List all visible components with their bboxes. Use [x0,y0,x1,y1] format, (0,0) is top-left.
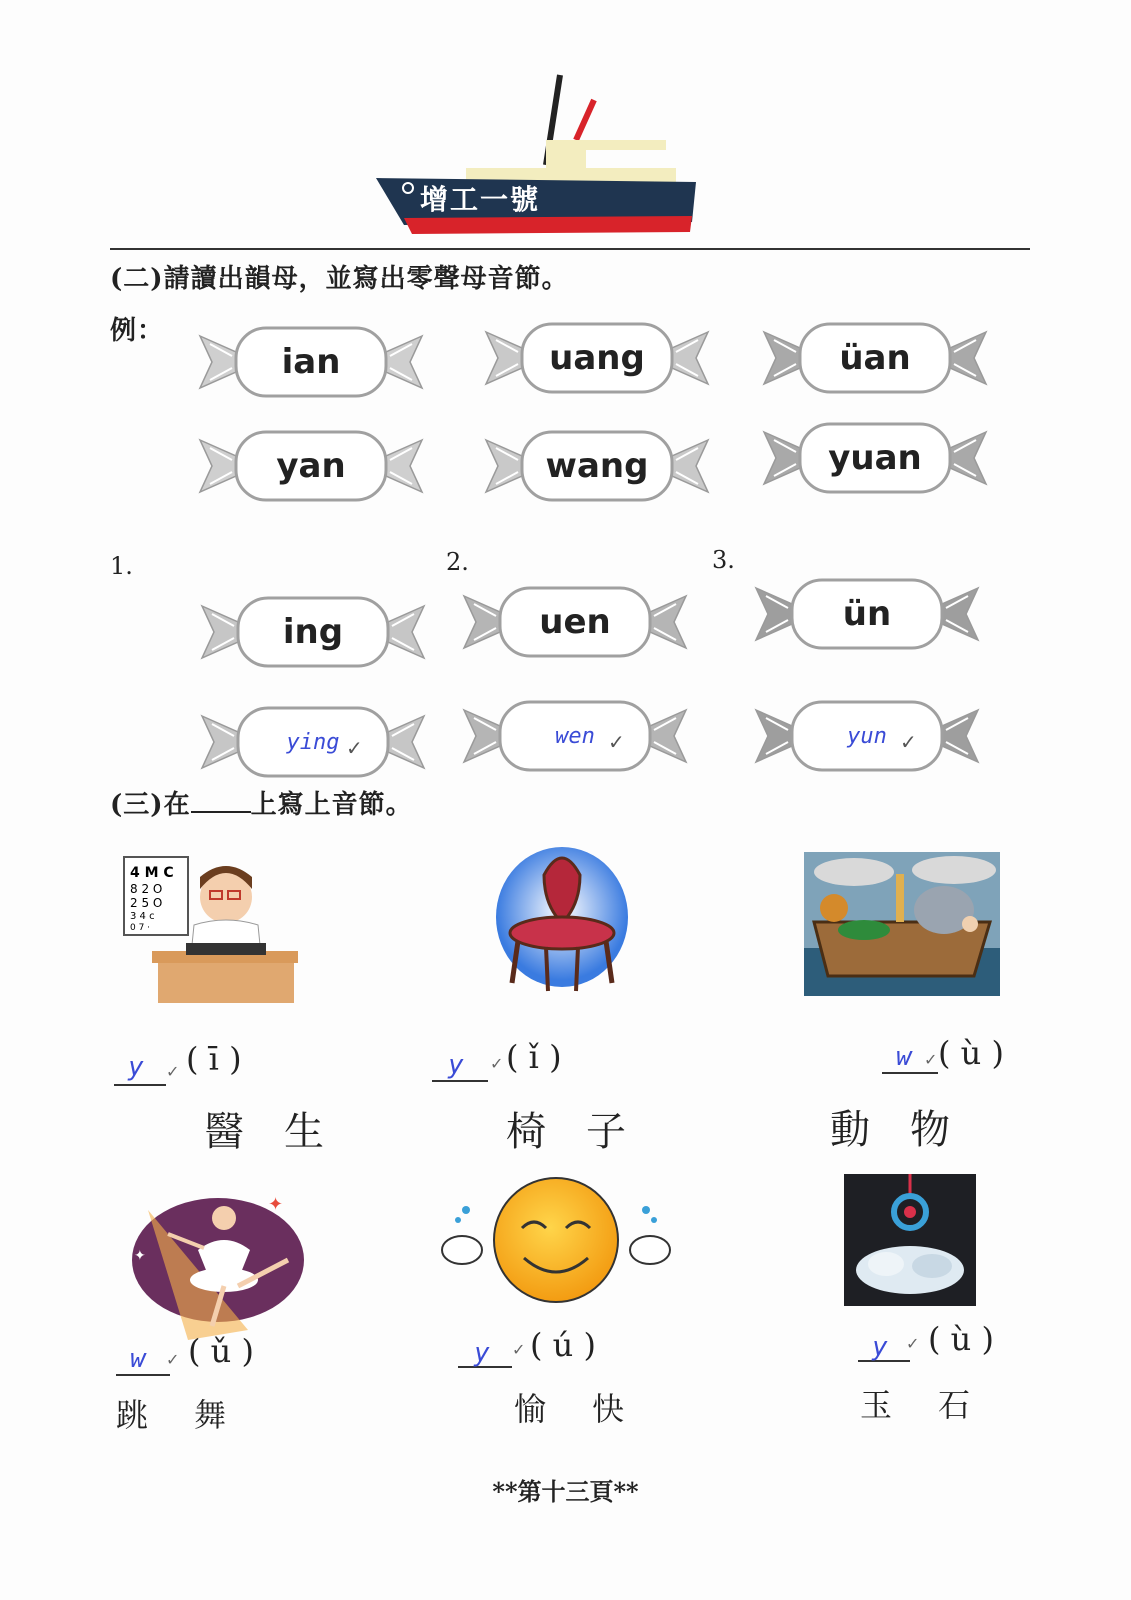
tone-5: ( ú ) [530,1326,596,1364]
question-final-candy [752,574,982,654]
question-final-candy [460,582,690,662]
example-syllable-3: yuan [828,438,922,478]
example-syllable-2: wang [545,446,649,486]
word-3: 動物 [830,1107,990,1153]
example-final-candy [482,318,712,398]
picture-jade [844,1174,976,1306]
answer-2-mark: ✓ [490,1054,504,1073]
chair-icon [494,845,630,995]
tone-2: ( ǐ ) [506,1038,562,1076]
question-answer-candy[interactable] [752,696,982,776]
question-final-2: uen [539,602,611,642]
example-syllable-candy [196,426,426,506]
example-final-3: üan [839,338,911,378]
answer-1: y [128,1052,144,1082]
banner-title: 增工一號 [420,183,541,216]
word-5: 愉快 [514,1390,671,1428]
tone-4: ( ǔ ) [188,1332,254,1370]
question-final-candy [198,592,428,672]
question-number-3: 3. [712,546,735,574]
tone-6: ( ù ) [928,1320,994,1358]
answer-3: w [896,1042,912,1072]
tone-3: ( ù ) [938,1034,1004,1072]
heading-blank [191,811,251,813]
answer-2: y [448,1050,464,1080]
answer-3-mark: ✓ [924,1050,938,1069]
check-mark-icon: ✓ [608,730,625,754]
word-1: 醫生 [204,1109,364,1155]
answer-6: y [872,1332,888,1362]
question-answer-2: wen [555,723,595,749]
picture-chair [494,845,630,995]
check-mark-icon: ✓ [346,736,363,760]
answer-5-mark: ✓ [512,1340,526,1359]
example-syllable-1: yan [276,446,346,486]
example-final-candy [760,318,990,398]
doctor-icon [122,855,300,1005]
section3-heading-pre: (三)在 [110,790,191,820]
header-rule [110,248,1030,250]
question-final-3: ün [842,594,892,634]
ark-icon [804,852,1000,996]
question-number-1: 1. [110,552,133,580]
example-label: 例： [110,316,165,346]
svg-text:0 7 ·: 0 7 · [130,923,151,933]
svg-text:4 M C: 4 M C [130,865,174,881]
svg-text:3 4 c: 3 4 c [130,911,155,922]
picture-ballerina [128,1190,308,1340]
question-answer-1: ying [286,729,340,755]
example-final-1: ian [281,342,341,382]
answer-6-mark: ✓ [906,1334,920,1353]
svg-text:2 5 O: 2 5 O [130,896,163,910]
answer-5: y [474,1338,490,1368]
answer-4: w [130,1344,146,1374]
question-number-2: 2. [446,548,469,576]
word-2: 椅子 [506,1109,666,1155]
section3-heading [110,784,413,821]
picture-sun [438,1176,674,1306]
picture-ark [804,852,1000,996]
check-mark-icon: ✓ [900,730,917,754]
svg-text:✦: ✦ [134,1248,146,1264]
section2-heading: (二)請讀出韻母，並寫出零聲母音節。 [110,264,569,294]
page-footer: **第十三頁** [492,1477,639,1506]
example-syllable-candy [760,418,990,498]
example-syllable-candy [482,426,712,506]
question-answer-candy[interactable] [198,702,428,782]
jade-icon [844,1174,976,1306]
sun-face-icon [438,1176,674,1306]
answer-4-mark: ✓ [166,1350,180,1369]
example-final-candy [196,322,426,402]
section3-heading-post: 上寫上音節。 [250,790,413,820]
question-final-1: ing [282,612,344,652]
question-answer-candy[interactable] [460,696,690,776]
tone-1: ( ī ) [186,1040,242,1078]
question-answer-3: yun [847,723,887,749]
svg-text:8 2 O: 8 2 O [130,882,163,896]
example-final-2: uang [549,338,645,378]
word-6: 玉石 [860,1386,1017,1424]
ballerina-icon [128,1190,308,1340]
word-4: 跳舞 [116,1396,273,1434]
banner-boat [376,70,706,240]
answer-1-mark: ✓ [166,1062,180,1081]
picture-doctor [122,855,300,1005]
svg-text:✦: ✦ [268,1194,284,1215]
